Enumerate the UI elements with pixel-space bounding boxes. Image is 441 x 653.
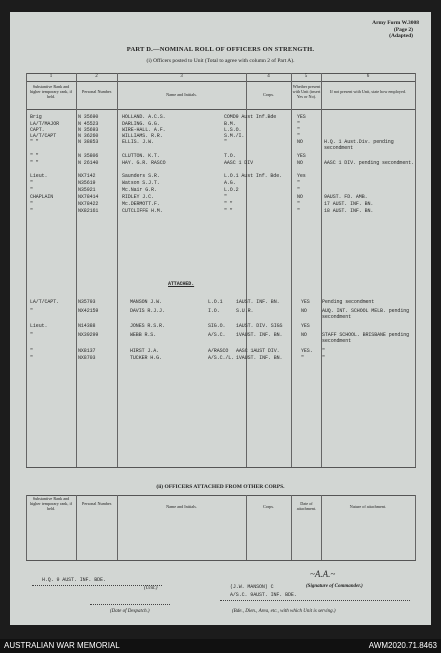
header-corps: Corps. [262, 92, 275, 97]
row-present: NO [297, 160, 303, 166]
row-num: NX82161 [78, 208, 99, 214]
col-number: 2 [95, 74, 98, 79]
row-rank: Brig [30, 114, 42, 120]
attached-corps: A/S.C. [208, 332, 226, 338]
header2-corps: Corps. [262, 504, 275, 509]
attached-corps: A/S.C./L. [208, 355, 235, 361]
row-name: HOLLAND. A.C.S. [122, 114, 166, 120]
row-name: WIRE-HALL. A.F. [122, 127, 166, 133]
row-employed: 9AUST. FD. AMB. [324, 194, 368, 200]
row-corps: S.M./I. [224, 133, 245, 139]
attached-unit: 1AUST. INF. BN. [236, 299, 280, 305]
attached-present: YES [301, 323, 310, 329]
archive-id: AWM2020.71.8463 [368, 641, 437, 650]
row-corps: L.S.O. [224, 127, 242, 133]
row-present: " [297, 133, 300, 139]
col-number: 5 [304, 74, 308, 79]
attached-employed: Pending secondment [322, 299, 375, 305]
signer-unit: A/S.C. 9AUST. INF. BDE. [230, 592, 297, 598]
col-divider [76, 495, 77, 560]
row-rank: " [30, 201, 33, 207]
row-corps: " [224, 194, 227, 200]
row-name: Mc.DERMOTT.F. [122, 201, 160, 207]
attached-present: " [301, 355, 304, 361]
row-corps: " [224, 139, 227, 145]
row-rank: " " [30, 160, 39, 166]
row-employed: AASC 1 DIV. pending secondment. [324, 160, 414, 166]
row-name: WILLIAMS. R.R. [122, 133, 163, 139]
row-rank: " [30, 180, 33, 186]
table-header-rule [26, 109, 416, 110]
header2-nature: Nature of attachment. [349, 504, 387, 509]
attached-name: TUCKER H.G. [130, 355, 162, 361]
row-num: N 26140 [78, 160, 99, 166]
commander-signature: ~A.A.~ [310, 569, 336, 579]
row-present: " [297, 187, 300, 193]
row-num: NX78422 [78, 201, 99, 207]
row-num: N 35806 [78, 153, 99, 159]
row-name: Saunders S.R. [122, 173, 160, 179]
attached-name: MANSON J.W. [130, 299, 162, 305]
row-rank: Lieut. [30, 173, 48, 179]
col-divider [117, 73, 118, 467]
col-divider [321, 73, 322, 467]
row-present: YES [297, 153, 306, 159]
row-num: N35921 [78, 187, 96, 193]
header-name: Name and Initials. [166, 92, 197, 97]
row-present: YES [297, 114, 306, 120]
table2-border-right [415, 495, 416, 560]
row-num: N35619 [78, 180, 96, 186]
row-present: " [297, 201, 300, 207]
header2-number: Personal Number. [81, 501, 112, 506]
col-divider [321, 495, 322, 560]
attached-unit: 1AUST. DIV. SIGS [236, 323, 283, 329]
row-corps: " " [224, 208, 233, 214]
attached-present: YES [301, 299, 310, 305]
row-present: " [297, 127, 300, 133]
unit-label: (Unit.) [144, 586, 158, 591]
row-rank: LA/T/MAJOR [30, 121, 60, 127]
header-employed: If not present with Unit, state how employed. [330, 89, 406, 94]
row-num: NX78414 [78, 194, 99, 200]
row-present: " [297, 180, 300, 186]
attached-name: DAVIS R.J.J. [130, 308, 165, 314]
row-rank: LA/T/CAPT [30, 133, 57, 139]
attached-unit: AASC 1AUST DIV. [236, 348, 280, 354]
row-present: NO [297, 139, 303, 145]
row-present: NO [297, 194, 303, 200]
header2-name: Name and Initials. [166, 504, 197, 509]
attached-corps: L.O.1 [208, 299, 223, 305]
bde-label: (Bde., Dien., Area, etc., with which Unit is serving.) [232, 609, 336, 614]
table-number-rule [26, 81, 416, 82]
row-name: RIDLEY J.C. [122, 194, 154, 200]
col-divider [291, 73, 292, 467]
row-num: N 35693 [78, 127, 99, 133]
row-rank: " " [30, 139, 39, 145]
attached-num: NX8703 [78, 355, 96, 361]
row-corps: L.O.1 Aust Inf. Bde. [224, 173, 283, 179]
row-employed: 17 AUST. INF. BN. [324, 201, 374, 207]
signature-label: (Signature of Commander.) [306, 584, 363, 589]
row-name: Mc.Nair G.R. [122, 187, 157, 193]
col-divider [246, 73, 247, 467]
attached-num: NX39299 [78, 332, 99, 338]
unit-line [32, 585, 162, 586]
attached-num: N14388 [78, 323, 96, 329]
header2-date: Date of attachment. [296, 501, 317, 511]
row-name: CUTCLIFFE H.M. [122, 208, 163, 214]
attached-unit: S.U.R. [236, 308, 254, 314]
attached-name: HIRST J.A. [130, 348, 160, 354]
row-num: NX7142 [78, 173, 96, 179]
row-corps: L.O.2 [224, 187, 239, 193]
attached-corps: I.O. [208, 308, 220, 314]
attached-label: ATTACHED. [168, 281, 195, 287]
attached-rank: " [30, 355, 33, 361]
header-present: Whether present with Unit (insert Yes or No). [292, 84, 321, 99]
attached-name: JONES R.S.R. [130, 323, 165, 329]
row-name: DARLING. G.G. [122, 121, 160, 127]
attached-num: N35793 [78, 299, 96, 305]
form-number: Army Form W.3008 (Page 2) (Adapted) [372, 20, 419, 39]
attached-employed: STAFF SCHOOL. BRISBANE pending secondment [322, 332, 410, 344]
attached-employed: " [322, 355, 325, 361]
row-num: N 38853 [78, 139, 99, 145]
page-subtitle: (i) Officers posted to Unit (Total to agree with column 2 of Part A). [146, 58, 295, 64]
attached-rank: LA/T/CAPT. [30, 299, 60, 305]
row-corps: B.M. [224, 121, 236, 127]
despatch-label: (Date of Despatch.) [110, 609, 150, 614]
row-name: HAY. G.R. RASCO [122, 160, 166, 166]
archive-caption [0, 639, 441, 653]
col-number: 3 [180, 74, 183, 79]
signer-name: (J.W. MANSON) C [230, 584, 274, 590]
row-corps: A.G. [224, 180, 236, 186]
attached-employed: " [322, 348, 325, 354]
attached-rank: Lieut. [30, 323, 48, 329]
row-rank: " " [30, 153, 39, 159]
row-name: CLUTTON. K.T. [122, 153, 160, 159]
header-rank: Substantive Rank and higher temporary rank, if held. [29, 84, 73, 99]
table2-bottom-rule [26, 560, 416, 561]
row-corps: COMD9 Aust Inf.Bde [224, 114, 277, 120]
attached-rank: " [30, 348, 33, 354]
attached-num: NX42159 [78, 308, 99, 314]
attached-present: YES. [301, 348, 313, 354]
table-bottom-rule [26, 467, 416, 468]
attached-num: NX8137 [78, 348, 96, 354]
attached-corps: A/RASCO [208, 348, 229, 354]
attached-employed: AUQ. INT. SCHOOL MELB. pending secondment [322, 308, 410, 320]
attached-name: WEBB R.S. [130, 332, 157, 338]
row-name: Watson S.J.T. [122, 180, 160, 186]
table-border-left [26, 73, 27, 467]
attached-unit: 1VAUST. INF. BN. [236, 332, 283, 338]
row-employed: H.Q. 1 Aust.Div. pending secondment [324, 139, 394, 151]
attached-unit: 1VAUST. INF. BN. [236, 355, 283, 361]
col-divider [76, 73, 77, 467]
row-rank: CHAPLAIN [30, 194, 54, 200]
unit-value: H.Q. 9 AUST. INF. BDE. [42, 577, 106, 583]
signer-line [220, 600, 410, 601]
attached-corps: SIG.O. [208, 323, 226, 329]
row-num: N 36260 [78, 133, 99, 139]
despatch-line [90, 604, 170, 605]
row-rank: " [30, 187, 33, 193]
row-employed: 18 AUST. INF. BN. [324, 208, 374, 214]
page-title: PART D.—NOMINAL ROLL OF OFFICERS ON STRENGTH. [126, 46, 315, 53]
row-corps: AASC 1 DIV [224, 160, 254, 166]
col-number: 6 [366, 74, 370, 79]
table2-top-rule [26, 495, 416, 496]
attached-present: NO [301, 308, 307, 314]
attached-rank: " [30, 308, 33, 314]
header-number: Personal Number. [81, 89, 112, 94]
archive-name: AUSTRALIAN WAR MEMORIAL [4, 641, 120, 650]
col-number: 1 [49, 74, 53, 79]
row-present: " [297, 208, 300, 214]
row-corps: " " [224, 201, 233, 207]
row-present: " [297, 121, 300, 127]
row-present: Yes [297, 173, 306, 179]
row-num: N 35690 [78, 114, 99, 120]
document-page [10, 12, 431, 625]
table-border-right [415, 73, 416, 467]
row-num: N 45523 [78, 121, 99, 127]
header2-rank: Substantive Rank and higher temporary rank, if held. [29, 496, 73, 511]
row-rank: CAPT. [30, 127, 45, 133]
section2-title: (ii) OFFICERS ATTACHED FROM OTHER CORPS. [156, 484, 285, 490]
row-rank: " [30, 208, 33, 214]
row-corps: T.O. [224, 153, 236, 159]
attached-rank: " [30, 332, 33, 338]
row-name: ELLIS. J.W. [122, 139, 154, 145]
attached-present: NO [301, 332, 307, 338]
col-number: 4 [267, 74, 270, 79]
